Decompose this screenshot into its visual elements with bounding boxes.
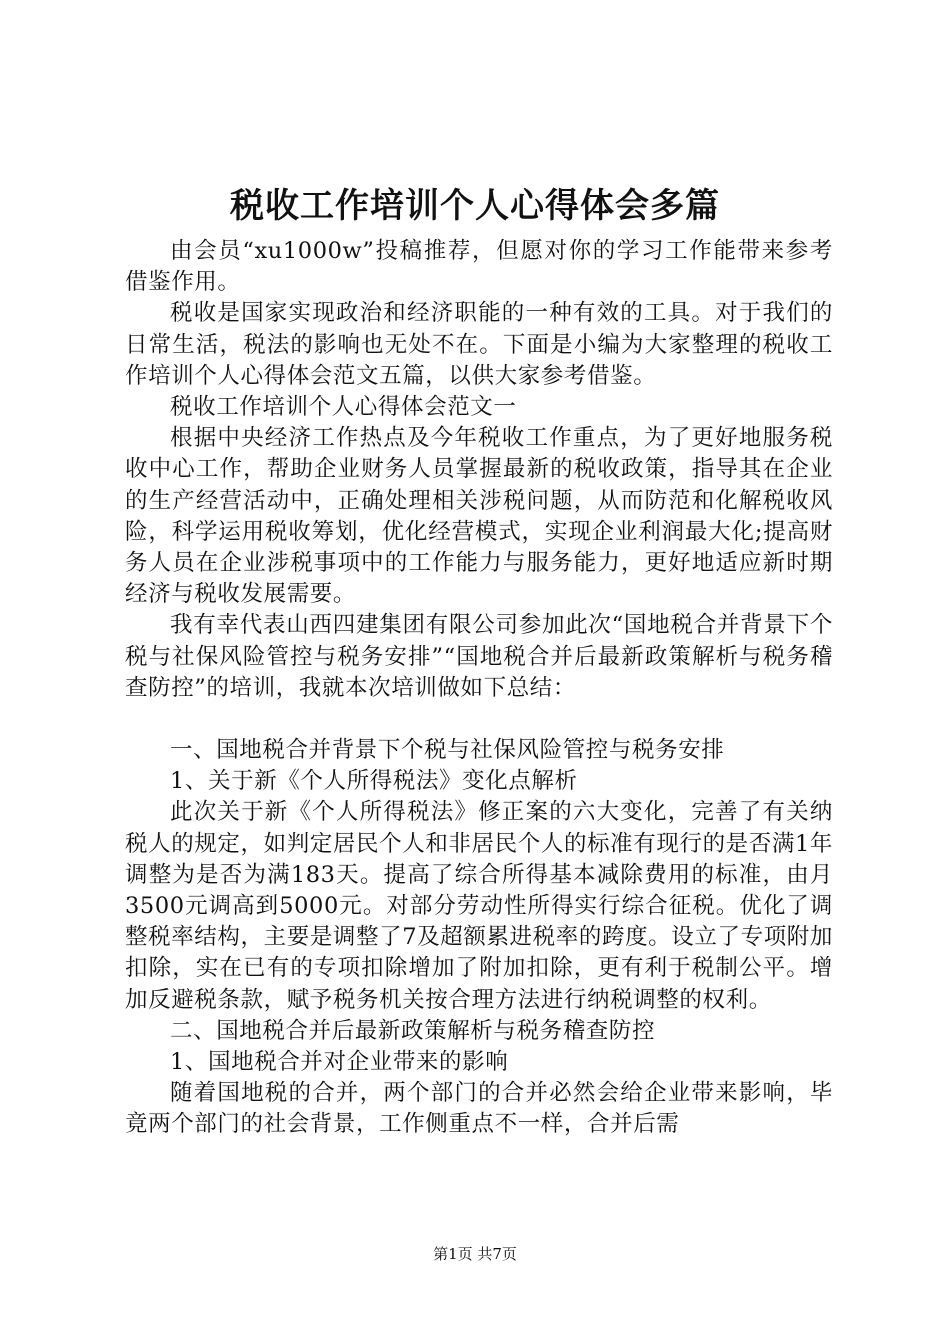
- body-paragraph: 根据中央经济工作热点及今年税收工作重点，为了更好地服务税收中心工作，帮助企业财务人员掌握最新的税收政策，指导其在企业的生产经营活动中，正确处理相关涉税问题，从而防范和化解税收风险，科学运用税收筹划，优化经营模式，实现企业利润最大化;提高财务人员在企业涉税事项中的工作能力与服务能力，更好地适应新时期经济与税收发展需要。: [125, 425, 833, 608]
- document-title: 税收工作培训个人心得体会多篇: [230, 186, 720, 226]
- body-paragraph: 此次关于新《个人所得税法》修正案的六大变化，完善了有关纳税人的规定，如判定居民个人和非居民个人的标准有现行的是否满1年调整为是否为满183天。提高了综合所得基本减除费用的标准，由月3500元调高到5000元。对部分劳动性所得实行综合征税。优化了调整税率结构，主要是调整了7及超额累进税率的跨度。设立了专项附加扣除，实在已有的专项扣除增加了附加扣除，更有利于税制公平。增加反避税条款，赋予税务机关按合理方法进行纳税调整的权利。: [125, 799, 833, 1013]
- body-paragraph: 税收是国家实现政治和经济职能的一种有效的工具。对于我们的日常生活，税法的影响也无处不在。下面是小编为大家整理的税收工作培训个人心得体会范文五篇，以供大家参考借鉴。: [125, 300, 833, 389]
- intro-paragraph: 由会员“xu1000w”投稿推荐，但愿对你的学习工作能带来参考借鉴作用。: [125, 238, 833, 296]
- body-paragraph: 我有幸代表山西四建集团有限公司参加此次“国地税合并背景下个税与社保风险管控与税务安排”“国地税合并后最新政策解析与税务稽查防控”的培训，我就本次培训做如下总结：: [125, 612, 833, 701]
- subsection-heading: 1、关于新《个人所得税法》变化点解析: [170, 768, 578, 795]
- body-paragraph: 随着国地税的合并，两个部门的合并必然会给企业带来影响，毕竟两个部门的社会背景，工作侧重点不一样，合并后需: [125, 1080, 833, 1138]
- subsection-heading: 1、国地税合并对企业带来的影响: [170, 1049, 509, 1076]
- section-heading: 二、国地税合并后最新政策解析与税务稽查防控: [170, 1017, 656, 1044]
- section-heading: 税收工作培训个人心得体会范文一: [170, 394, 517, 421]
- document-body: [125, 236, 833, 1141]
- page-number-footer: 第1页 共7页: [433, 1245, 517, 1263]
- section-heading: 一、国地税合并背景下个税与社保风险管控与税务安排: [170, 737, 725, 764]
